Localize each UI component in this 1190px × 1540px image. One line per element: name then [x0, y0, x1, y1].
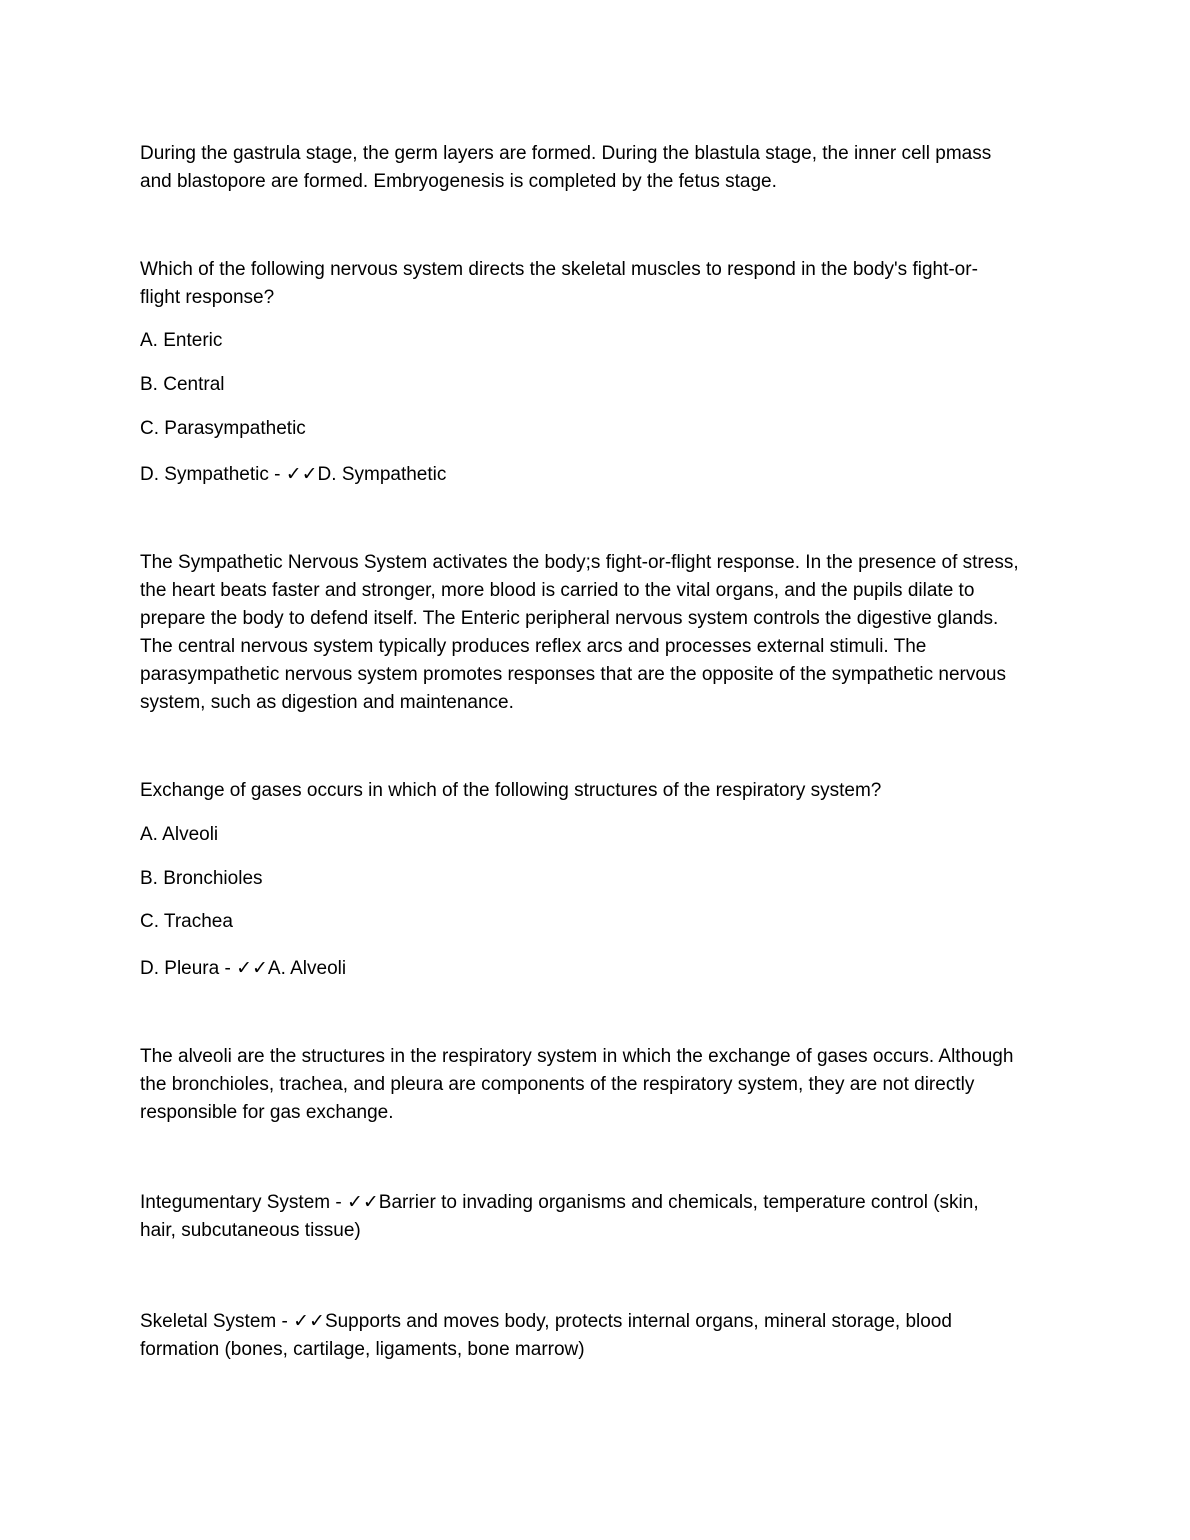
integumentary-system-line-2: hair, subcutaneous tissue) — [140, 1220, 361, 1241]
alveoli-explanation-line-2: the bronchioles, trachea, and pleura are components of the respiratory system, they are not directly — [140, 1074, 975, 1095]
alveoli-explanation-line-1: The alveoli are the structures in the respiratory system in which the exchange of gases occurs. Although — [140, 1046, 1014, 1067]
nervous-option-a: A. Enteric — [140, 330, 223, 351]
respiratory-question: Exchange of gases occurs in which of the following structures of the respiratory system? — [140, 780, 882, 801]
nervous-option-c: C. Parasympathetic — [140, 418, 306, 439]
sympathetic-explanation-line-4: The central nervous system typically produces reflex arcs and processes external stimuli. The — [140, 636, 927, 657]
sympathetic-explanation-line-3: prepare the body to defend itself. The Enteric peripheral nervous system controls the digestive glands. — [140, 608, 999, 629]
sympathetic-explanation-line-5: parasympathetic nervous system promotes responses that are the opposite of the sympathetic nervous — [140, 664, 1007, 685]
gastrula-explanation-line-1: During the gastrula stage, the germ layers are formed. During the blastula stage, the inner cell pmass — [140, 143, 992, 164]
sympathetic-explanation-line-6: system, such as digestion and maintenance. — [140, 692, 514, 713]
skeletal-system-line-2: formation (bones, cartilage, ligaments, bone marrow) — [140, 1339, 585, 1360]
nervous-option-d-answer: D. Sympathetic - ✓✓D. Sympathetic — [140, 464, 447, 485]
respiratory-option-d-answer: D. Pleura - ✓✓A. Alveoli — [140, 958, 347, 979]
alveoli-explanation-line-3: responsible for gas exchange. — [140, 1102, 394, 1123]
nervous-question-line-1: Which of the following nervous system directs the skeletal muscles to respond in the body's fight-or- — [140, 259, 978, 280]
nervous-option-b: B. Central — [140, 374, 225, 395]
respiratory-option-b: B. Bronchioles — [140, 868, 263, 889]
sympathetic-explanation-line-1: The Sympathetic Nervous System activates the body;s fight-or-flight response. In the presence of stress, — [140, 552, 1019, 573]
skeletal-system-line-1: Skeletal System - ✓✓Supports and moves body, protects internal organs, mineral storage, blood — [140, 1311, 952, 1332]
respiratory-option-c: C. Trachea — [140, 911, 233, 932]
sympathetic-explanation-line-2: the heart beats faster and stronger, more blood is carried to the vital organs, and the pupils dilate to — [140, 580, 975, 601]
gastrula-explanation-line-2: and blastopore are formed. Embryogenesis is completed by the fetus stage. — [140, 171, 777, 192]
respiratory-option-a: A. Alveoli — [140, 824, 219, 845]
integumentary-system-line-1: Integumentary System - ✓✓Barrier to invading organisms and chemicals, temperature control (skin, — [140, 1192, 979, 1213]
nervous-question-line-2: flight response? — [140, 287, 275, 308]
